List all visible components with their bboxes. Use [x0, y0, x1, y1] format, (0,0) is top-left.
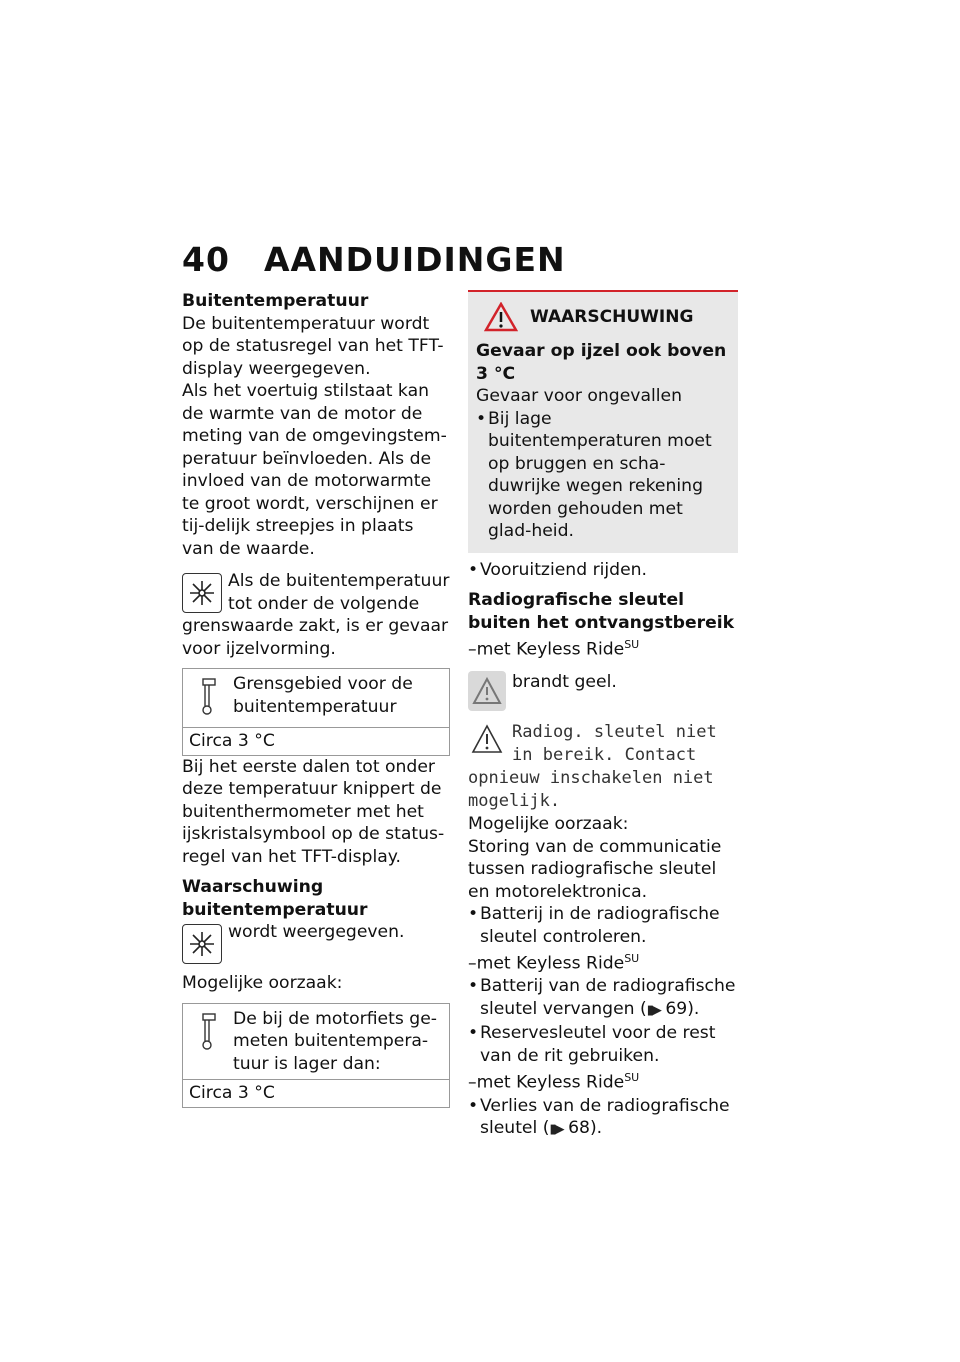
arrow-ref-icon: ▮▶: [646, 1002, 660, 1018]
paragraph: Als de buitentemperatuur tot onder de volgende grenswaarde zakt, is er gevaar voor ijzelvorming.: [182, 571, 450, 659]
snowflake-note: [182, 570, 450, 660]
warning-heading: Gevaar op ijzel ook boven 3 °C: [476, 341, 727, 384]
paragraph: De buitentemperatuur wordt op de statusregel van het TFT-display weergegeven.: [182, 313, 444, 379]
right-column: [468, 290, 738, 1142]
warning-triangle-icon: [468, 721, 506, 757]
page-number: 40: [182, 240, 230, 279]
display-message: [468, 721, 738, 813]
section-heading-buitentemperatuur: Buitentemperatuur: [182, 291, 369, 311]
warning-light-icon: [468, 671, 506, 711]
thermometer-icon: [189, 1008, 229, 1054]
snowflake-icon: [182, 573, 222, 613]
warning-title: WAARSCHUWING: [530, 306, 694, 327]
left-column: [182, 290, 450, 1108]
paragraph: Mogelijke oorzaak:: [468, 814, 629, 835]
keyless-ride-condition: –met Keyless Ride$^{SU}$: [468, 952, 640, 974]
keyless-ride-condition: –met Keyless Ride$^{SU}$: [468, 638, 640, 660]
arrow-ref-icon: ▮▶: [549, 1122, 563, 1138]
list-item: • Bij lage buitentemperaturen moet op bruggen en scha-duwrijke wegen rekening worden gehouden met glad-heid.: [476, 408, 730, 543]
list-item: • Reservesleutel voor de rest van de rit gebruiken.: [468, 1022, 738, 1067]
warning-triangle-icon: [484, 302, 518, 332]
list-item: • Verlies van de radiografische sleutel (▮▶ 68).: [468, 1095, 738, 1142]
paragraph: wordt weergegeven.: [228, 922, 405, 942]
paragraph: brandt geel.: [512, 672, 617, 693]
paragraph: Storing van de communicatie tussen radiografische sleutel en motorelektronica.: [468, 836, 722, 902]
list-item: • Vooruitziend rijden.: [468, 559, 738, 582]
paragraph: Bij het eerste dalen tot onder deze temperatuur knippert de buitenthermometer met het ijskristalsymbool op de status-regel van het TFT-display.: [182, 756, 445, 867]
limit-table: [182, 1003, 450, 1108]
table-cell-value: Circa 3 °C: [183, 727, 449, 755]
snowflake-note: [182, 921, 450, 964]
paragraph: Als het voertuig stilstaat kan de warmte van de motor de meting van de omgevingstem-peratuur beïnvloeden. Als de invloed van de motorwarmte te groot wordt, verschijnen er tij-delijk streepjes in plaats van de waarde.: [182, 381, 447, 559]
section-heading-warning: Waarschuwing buitentemperatuur: [182, 877, 368, 920]
warning-light-note: [468, 671, 738, 711]
keyless-ride-condition: –met Keyless Ride$^{SU}$: [468, 1071, 640, 1094]
table-cell-label: Grensgebied voor de buitentemperatuur: [233, 674, 413, 717]
thermometer-icon: [189, 673, 229, 719]
paragraph: Mogelijke oorzaak:: [182, 973, 343, 993]
table-cell-label: De bij de motorfiets ge-meten buitentempera-tuur is lager dan:: [233, 1008, 437, 1074]
section-heading-radiografische-sleutel: Radiografische sleutel buiten het ontvangstbereik: [468, 590, 735, 633]
snowflake-icon: [182, 924, 222, 964]
paragraph: Gevaar voor ongevallen: [476, 386, 683, 406]
chapter-title: AANDUIDINGEN: [263, 240, 566, 279]
table-cell-value: Circa 3 °C: [183, 1079, 449, 1107]
list-item: • Batterij in de radiografische sleutel controleren.: [468, 903, 738, 948]
list-item: • Batterij van de radiografische sleutel vervangen (▮▶ 69).: [468, 975, 738, 1022]
display-message-text: Radiog. sleutel niet in bereik. Contact opnieuw inschakelen niet mogelijk.: [468, 722, 717, 812]
page-header: [182, 240, 566, 279]
limit-table: [182, 668, 450, 756]
warning-box: [468, 290, 738, 553]
